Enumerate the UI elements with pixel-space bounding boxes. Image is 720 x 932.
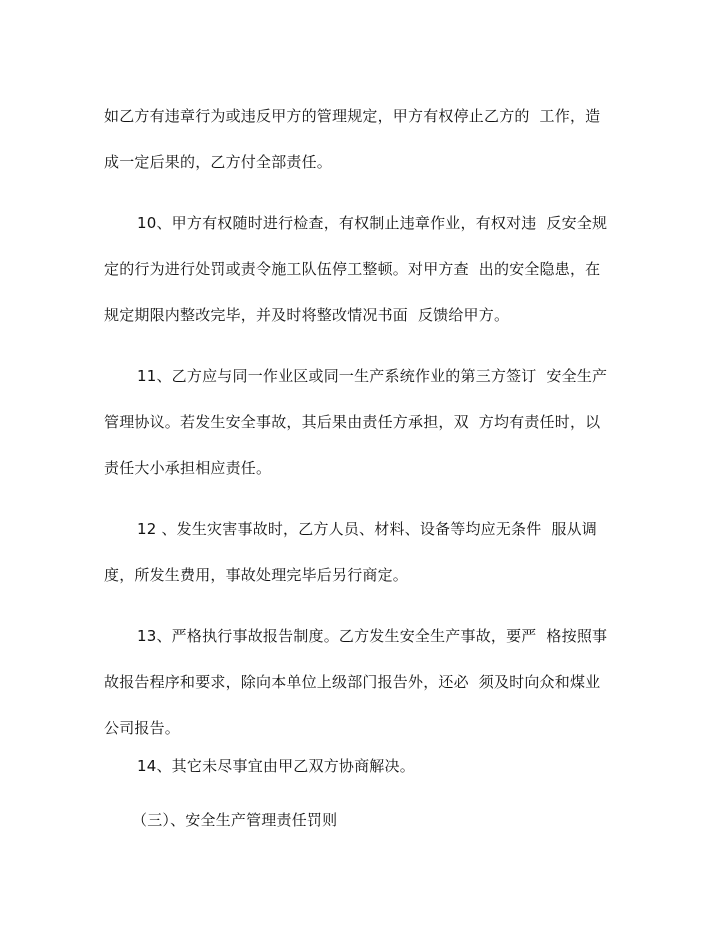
text-line: 故报告程序和要求，除向本单位上级部门报告外，还必 须及时向众和煤业 (104, 673, 601, 691)
text-line: 规定期限内整改完毕，并及时将整改情况书面 反馈给甲方。 (104, 306, 510, 324)
text-line: 度，所发生费用，事故处理完毕后另行商定。 (104, 566, 409, 584)
text-line: 14、其它未尽事宜由甲乙双方协商解决。 (137, 757, 415, 775)
text-line: 成一定后果的，乙方付全部责任。 (104, 153, 333, 171)
section-heading: （三）、安全生产管理责任罚则 (132, 811, 338, 829)
text-line: 责任大小承担相应责任。 (104, 459, 272, 477)
text-line: 定的行为进行处罚或责令施工队伍停工整顿。对甲方查 出的安全隐患，在 (104, 260, 601, 278)
text-line: 如乙方有违章行为或违反甲方的管理规定，甲方有权停止乙方的 工作，造 (104, 107, 601, 125)
text-line: 13、严格执行事故报告制度。乙方发生安全生产事故，要严 格按照事 (137, 627, 608, 645)
text-line: 10、甲方有权随时进行检查，有权制止违章作业，有权对违 反安全规 (137, 214, 608, 232)
text-line: 12 、发生灾害事故时，乙方人员、材料、设备等均应无条件 服从调 (137, 520, 597, 538)
text-line: 公司报告。 (104, 719, 181, 737)
text-line: 11、乙方应与同一作业区或同一生产系统作业的第三方签订 安全生产 (137, 367, 608, 385)
text-line: 管理协议。若发生安全事故，其后果由责任方承担，双 方均有责任时，以 (104, 413, 601, 431)
